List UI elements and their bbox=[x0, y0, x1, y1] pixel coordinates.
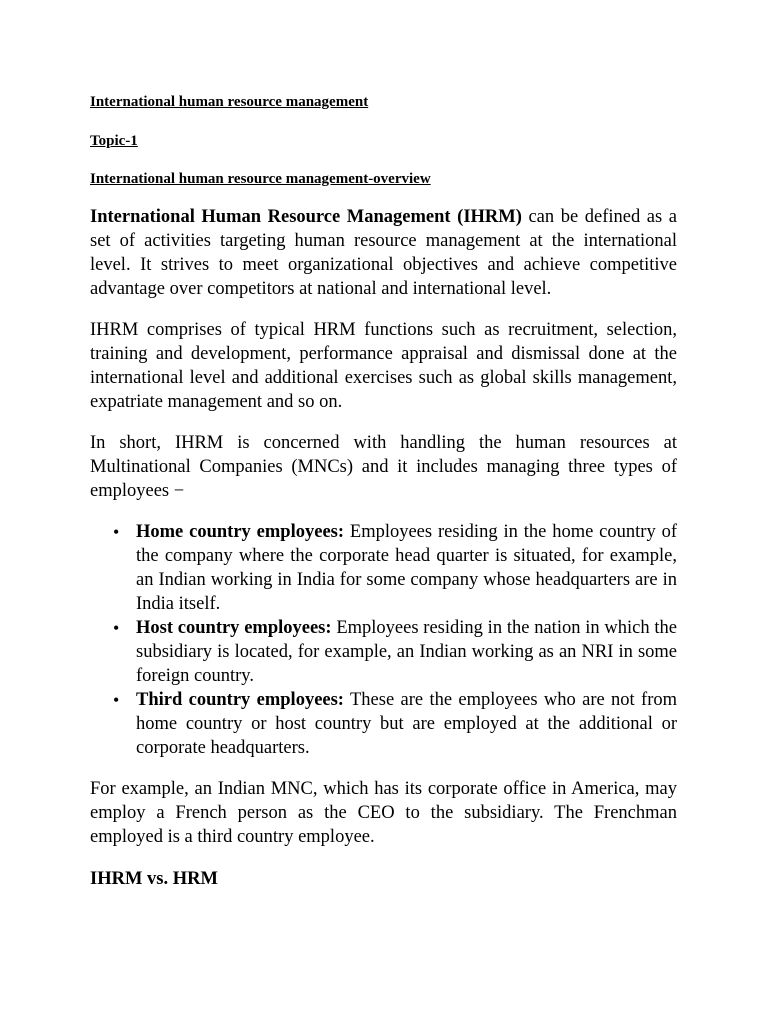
list-item-text: These are the employees who are not from home country or host country but are employed at the additional or corporate headquarters. bbox=[136, 690, 678, 758]
section-heading: IHRM vs. HRM bbox=[90, 869, 218, 889]
topic-label: Topic-1 bbox=[90, 133, 138, 149]
list-item-text: Employees residing in the nation in which the subsidiary is located, for example, an Indian working as an NRI in some foreign country. bbox=[136, 618, 677, 686]
bullet-icon: • bbox=[113, 522, 120, 542]
intro-paragraph bbox=[90, 205, 677, 301]
list-item-term: Third country employees: bbox=[136, 690, 344, 710]
employee-types-list bbox=[90, 520, 677, 760]
list-item-text: Employees residing in the home country of the company where the corporate head quarter is situated, for example, an Indian working in India for some company whose headquarters are in India itself. bbox=[136, 522, 677, 614]
short-summary-paragraph: In short, IHRM is concerned with handling the human resources at Multinational Companies (MNCs) and it includes managing three types of employees − bbox=[90, 433, 677, 501]
list-item bbox=[90, 688, 677, 760]
document-page bbox=[90, 92, 677, 891]
example-paragraph: For example, an Indian MNC, which has its corporate office in America, may employ a French person as the CEO to the subsidiary. The Frenchman employed is a third country employee. bbox=[90, 779, 677, 847]
document-title: International human resource management bbox=[90, 94, 369, 110]
intro-bold-term: International Human Resource Management (IHRM) bbox=[90, 207, 522, 227]
list-item-term: Home country employees: bbox=[136, 522, 345, 542]
bullet-icon: • bbox=[113, 618, 120, 638]
list-item bbox=[90, 520, 677, 616]
list-item bbox=[90, 616, 677, 688]
bullet-icon: • bbox=[113, 690, 120, 710]
list-item-term: Host country employees: bbox=[136, 618, 332, 638]
section-subtitle: International human resource management-overview bbox=[90, 171, 431, 187]
intro-text: can be defined as a set of activities targeting human resource management at the international level. It strives to meet organizational objectives and achieve competitive advantage over competitors at national and international level. bbox=[90, 207, 677, 299]
functions-paragraph: IHRM comprises of typical HRM functions such as recruitment, selection, training and development, performance appraisal and dismissal done at the international level and additional exercises such as global skills management, expatriate management and so on. bbox=[90, 320, 677, 412]
